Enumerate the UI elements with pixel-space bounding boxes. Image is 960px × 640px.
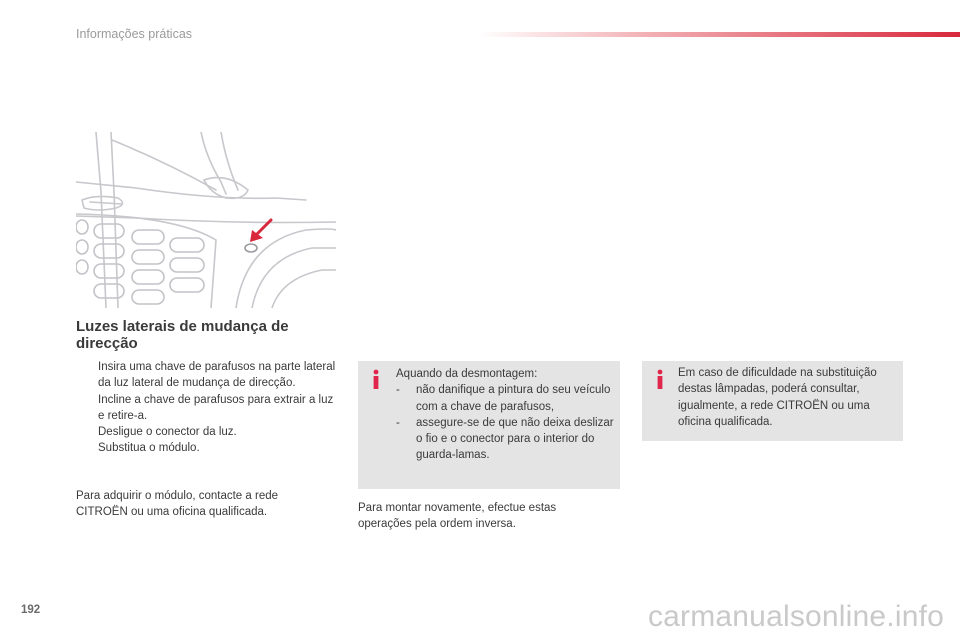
list-item [396, 382, 616, 415]
steps-list [76, 359, 338, 457]
reassembly-note: Para montar novamente, efectue estas operações pela ordem inversa. [358, 502, 557, 530]
purchase-note: Para adquirir o módulo, contacte a rede CITROËN ou uma oficina qualificada. [76, 490, 279, 518]
info-icon [370, 369, 382, 389]
list-item [396, 415, 616, 464]
info-icon [654, 369, 666, 389]
step-text: Substitua o módulo. [98, 442, 200, 455]
arrow-icon [76, 132, 336, 308]
info-box-removal-text [396, 366, 616, 464]
info-box-assistance [642, 361, 903, 441]
step-text: Desligue o conector da luz. [98, 426, 237, 439]
step-text: Incline a chave de parafusos para extrair a luz e retire-a. [98, 393, 334, 422]
info-box-assistance-text: Em caso de dificuldade na substituição destas lâmpadas, poderá consultar, igualmente, a rede CITROËN ou uma oficina qualificada. [678, 367, 877, 428]
list-item [76, 392, 338, 425]
list-item [76, 440, 338, 456]
header-accent-bar [478, 32, 960, 37]
list-item [76, 359, 338, 392]
page-number: 192 [21, 604, 41, 616]
section-title: Luzes laterais de mudança de direcção [76, 318, 289, 352]
car-side-illustration [76, 132, 336, 308]
dash-marker: - [396, 384, 400, 397]
list-item [76, 424, 338, 440]
watermark: carmanualsonline.info [647, 600, 944, 633]
warning-text: assegure-se de que não deixa deslizar o fio e o conector para o interior do guarda-lamas. [416, 416, 614, 462]
header-section-title: Informações práticas [76, 27, 193, 41]
info-box-removal [358, 361, 620, 489]
removal-warnings [396, 382, 616, 463]
dash-marker: - [396, 416, 400, 429]
step-text: Insira uma chave de parafusos na parte lateral da luz lateral de mudança de direcção. [98, 361, 336, 390]
warning-text: não danifique a pintura do seu veículo com a chave de parafusos, [416, 384, 611, 413]
info-box-intro: Aquando da desmontagem: [396, 368, 538, 380]
